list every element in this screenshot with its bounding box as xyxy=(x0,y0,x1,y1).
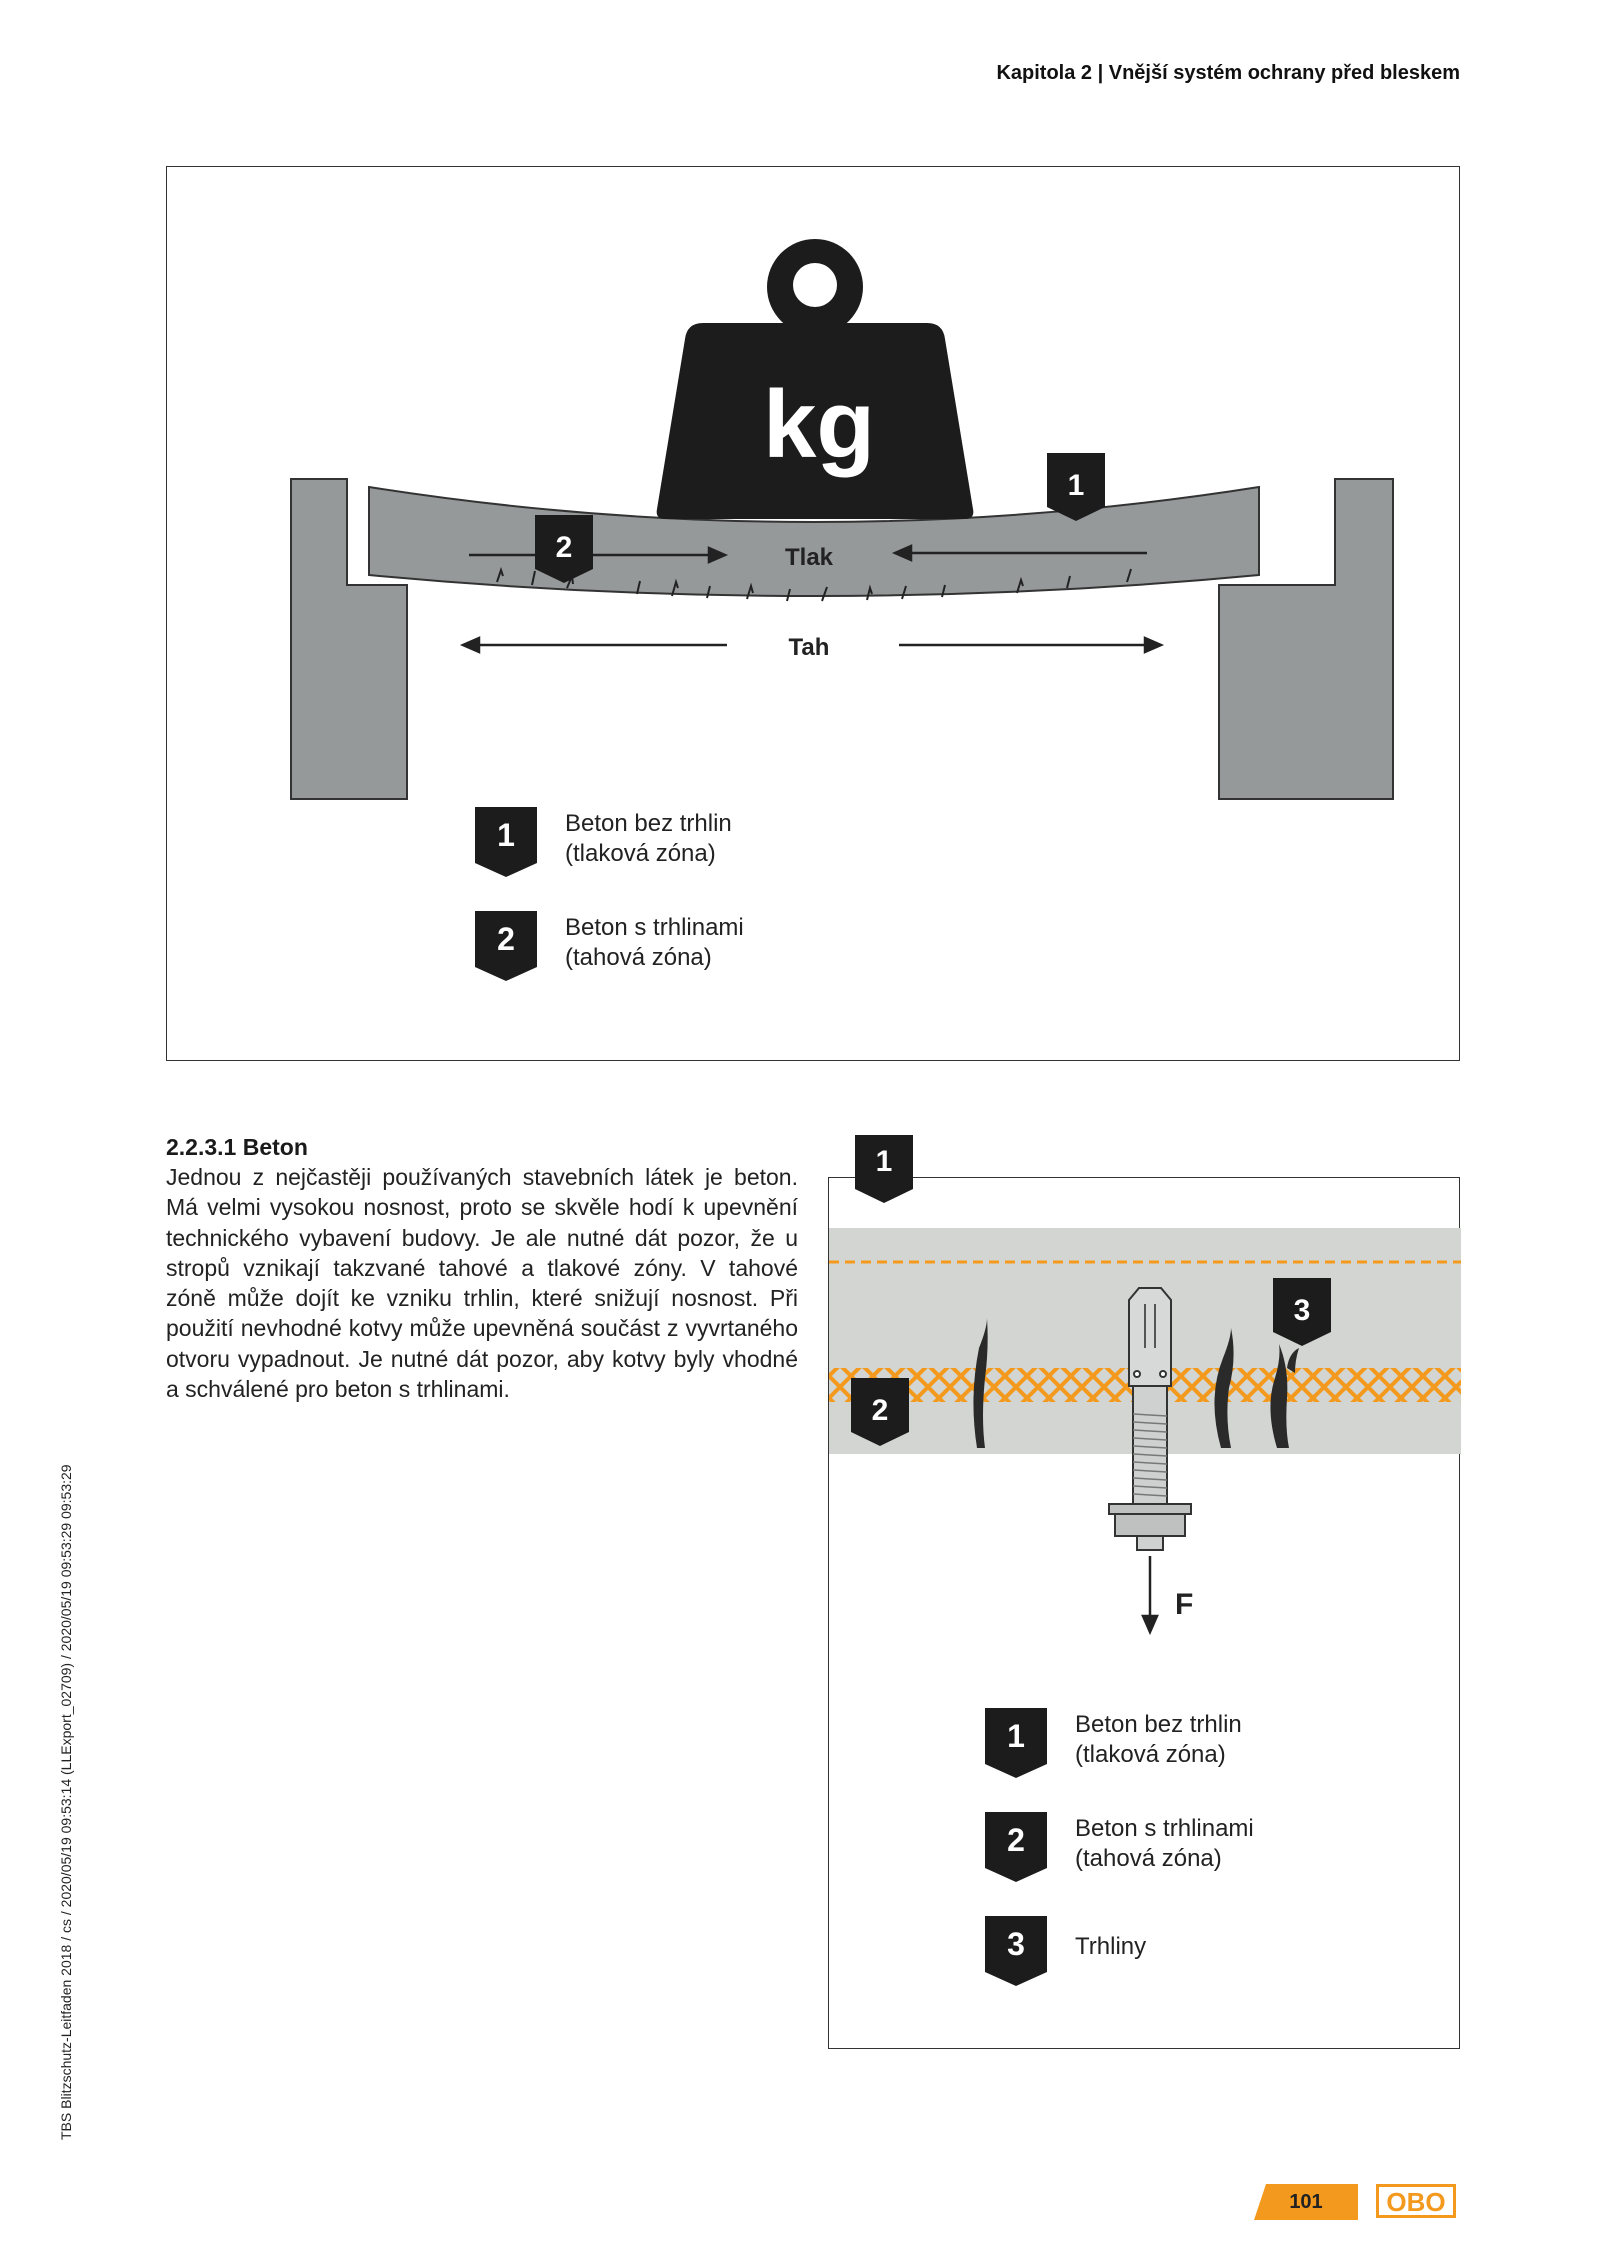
marker-1: 1 xyxy=(855,1135,913,1205)
marker-3 xyxy=(1273,1278,1331,1346)
legend-text-line1: Beton bez trhlin xyxy=(1075,1711,1242,1738)
legend-badge: 1 xyxy=(985,1708,1047,1778)
figure-anchor-in-concrete xyxy=(828,1177,1460,2049)
legend-badge: 3 xyxy=(985,1916,1047,1986)
marker-2 xyxy=(851,1378,909,1446)
legend-item xyxy=(985,1812,1254,1882)
svg-text:OBO: OBO xyxy=(1386,2187,1446,2217)
marker-1 xyxy=(1047,453,1105,521)
section-body: Jednou z nejčastěji používaných stavebních látek je beton. Má velmi vysokou nosnost, proto se skvěle hodí k upevnění technického vybavení budovy. Je ale nutné dát pozor, že u stropů vznikají takzvané tahové a tlakové zóny. V tahové zóně může dojít ke vzniku trhlin, které snižují nosnost. Při použití nevhodné kotvy může upevněná součást z vyvrtaného otvoru vypadnout. Je nutné dát pozor, aby kotvy byly vhodné a schválené pro beton s trhlinami. xyxy=(166,1164,798,1403)
section-heading: 2.2.3.1 Beton xyxy=(166,1134,308,1160)
weight-label: kg xyxy=(762,371,876,478)
section-beton xyxy=(166,1132,798,1404)
legend-text-line1: Trhliny xyxy=(1075,1933,1147,1960)
svg-text:2: 2 xyxy=(555,531,573,564)
svg-text:1: 1 xyxy=(1067,469,1085,502)
legend-item xyxy=(475,807,732,877)
compression-label: Tlak xyxy=(784,544,834,571)
page-number: 101 xyxy=(1254,2184,1358,2220)
force-arrow xyxy=(1143,1556,1157,1632)
force-label: F xyxy=(1175,1588,1194,1621)
legend-text-line1: Beton s trhlinami xyxy=(1075,1815,1254,1842)
legend-text-line1: Beton s trhlinami xyxy=(565,914,744,941)
legend-text-line2: (tahová zóna) xyxy=(1075,1845,1222,1872)
svg-text:3: 3 xyxy=(1293,1294,1311,1327)
legend-item xyxy=(475,911,744,981)
legend-item xyxy=(985,1708,1242,1778)
legend-badge: 2 xyxy=(475,911,537,981)
sidebar-meta-text: TBS Blitzschutz-Leitfaden 2018 / cs / 2020/05/19 09:53:14 (LLExport_02709) / 2020/05/19 09:53:29 09:53:29 xyxy=(58,1464,74,2140)
beam-diagram xyxy=(167,167,1461,1062)
legend-item xyxy=(985,1916,1146,1986)
chapter-title: Kapitola 2 | Vnější systém ochrany před bleskem xyxy=(996,62,1460,84)
legend-text-line2: (tahová zóna) xyxy=(565,944,712,971)
svg-text:2: 2 xyxy=(871,1394,889,1427)
legend-badge: 1 xyxy=(475,807,537,877)
marker-2 xyxy=(535,515,593,583)
legend-text-line2: (tlaková zóna) xyxy=(565,840,716,867)
legend-text-line1: Beton bez trhlin xyxy=(565,810,732,837)
tension-label: Tah xyxy=(788,634,830,661)
obo-logo xyxy=(1376,2184,1456,2218)
legend-badge: 2 xyxy=(985,1812,1047,1882)
legend-text-line2: (tlaková zóna) xyxy=(1075,1741,1226,1768)
weight-icon xyxy=(657,239,974,519)
figure-beam-load xyxy=(166,166,1460,1061)
